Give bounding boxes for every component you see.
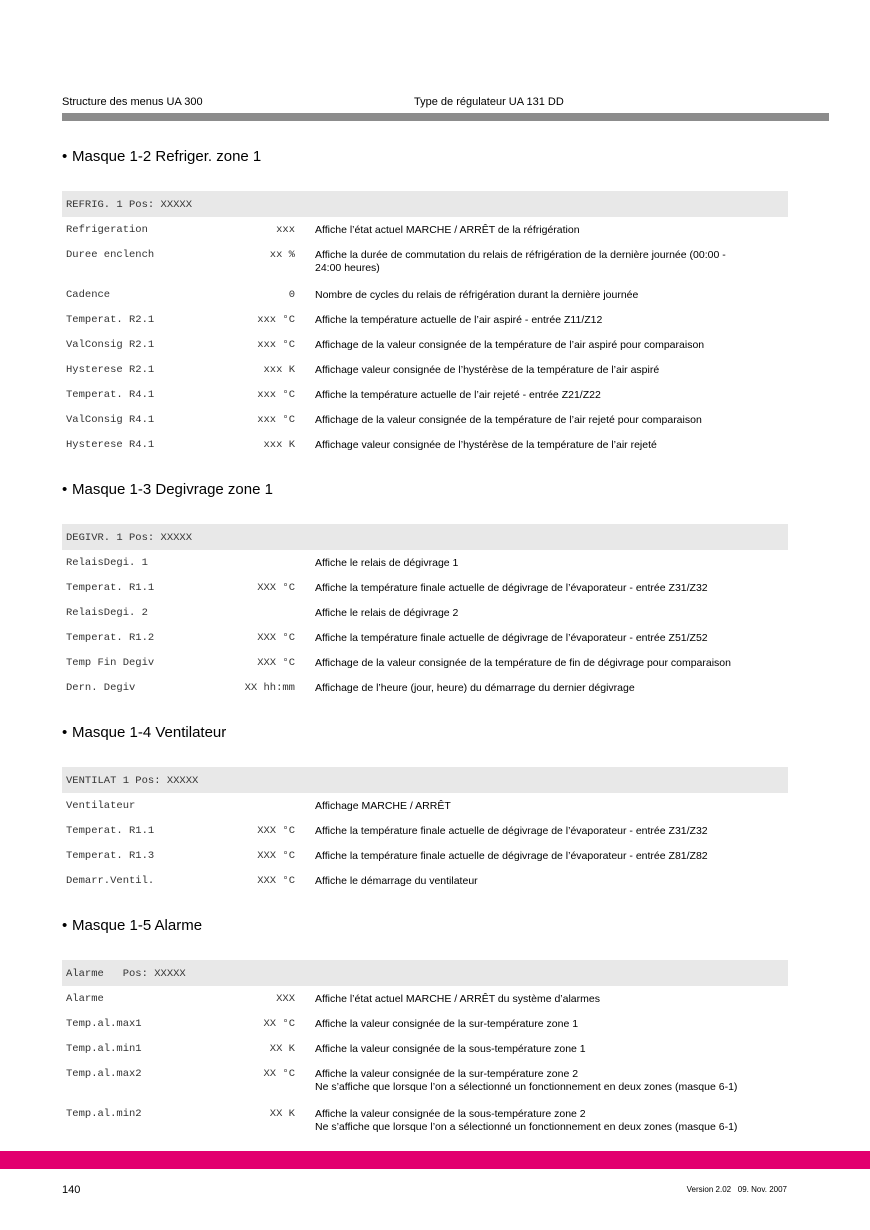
parameter-label: Temp.al.min1: [66, 1043, 142, 1055]
parameter-description: [315, 557, 785, 570]
section-title: [62, 724, 226, 741]
parameter-label: Temp.al.max2: [66, 1068, 142, 1080]
parameter-value: xxx K: [263, 364, 295, 376]
description-line: Affichage de la valeur consignée de la température de l’air rejeté pour comparaison: [315, 414, 702, 426]
parameter-label: ValConsig R4.1: [66, 414, 155, 426]
description-line: Affiche la valeur consignée de la sous-température zone 2: [315, 1108, 586, 1120]
bullet-icon: •: [62, 148, 68, 165]
parameter-description: [315, 314, 785, 327]
section-title: [62, 917, 202, 934]
page-number: 140: [62, 1184, 81, 1196]
parameter-value: xxx °C: [257, 389, 295, 401]
parameter-label: Temperat. R2.1: [66, 314, 155, 326]
parameter-description: [315, 875, 785, 888]
parameter-label: Cadence: [66, 289, 111, 301]
parameter-description: [315, 582, 785, 595]
parameter-value: 0: [288, 289, 295, 301]
parameter-value: xxx: [276, 224, 295, 236]
parameter-label: Dern. Degiv: [66, 682, 136, 694]
parameter-description: [315, 993, 785, 1006]
parameter-description: [315, 607, 785, 620]
display-table: [62, 960, 788, 1133]
header-divider: [62, 113, 829, 121]
header-document-title: Structure des menus UA 300: [62, 96, 203, 108]
parameter-value: XXX °C: [257, 825, 295, 837]
parameter-value: xxx °C: [257, 314, 295, 326]
description-line: Affichage valeur consignée de l’hystérèse de la température de l’air rejeté: [315, 439, 657, 451]
parameter-label: Temperat. R1.3: [66, 850, 155, 862]
section-title: [62, 481, 273, 498]
description-line: Affichage de la valeur consignée de la température de l’air aspiré pour comparaison: [315, 339, 705, 351]
header-regulator-type: Type de régulateur UA 131 DD: [414, 96, 564, 108]
section-title-text: Masque 1-5 Alarme: [72, 917, 203, 934]
parameter-label: RelaisDegi. 1: [66, 557, 148, 569]
parameter-description: [315, 439, 785, 452]
parameter-label: Temperat. R1.2: [66, 632, 155, 644]
section-title-text: Masque 1-3 Degivrage zone 1: [72, 481, 273, 498]
parameter-value: XXX °C: [257, 632, 295, 644]
parameter-value: XXX °C: [257, 657, 295, 669]
parameter-value: XXX °C: [257, 582, 295, 594]
parameter-value: XX °C: [263, 1018, 295, 1030]
parameter-description: [315, 1018, 785, 1031]
parameter-value: XXX: [276, 993, 295, 1005]
display-table: [62, 767, 788, 887]
parameter-label: ValConsig R2.1: [66, 339, 155, 351]
parameter-description: [315, 850, 785, 863]
parameter-description: [315, 1043, 785, 1056]
description-line: Nombre de cycles du relais de réfrigération durant la dernière journée: [315, 289, 639, 301]
bullet-icon: •: [62, 481, 68, 498]
parameter-description: [315, 414, 785, 427]
description-line: Affiche la température finale actuelle de dégivrage de l’évaporateur - entrée Z51/Z52: [315, 632, 708, 644]
parameter-description: [315, 364, 785, 377]
description-line: Affiche la température actuelle de l’air rejeté - entrée Z21/Z22: [315, 389, 601, 401]
parameter-value: XXX °C: [257, 850, 295, 862]
description-line: Affiche la valeur consignée de la sous-température zone 1: [315, 1043, 586, 1055]
description-line: Affichage MARCHE / ARRÊT: [315, 800, 451, 812]
description-line: Affiche l’état actuel MARCHE / ARRÊT de la réfrigération: [315, 224, 580, 236]
parameter-description: [315, 800, 785, 813]
description-line: Affiche le relais de dégivrage 1: [315, 557, 459, 569]
section-title-text: Masque 1-4 Ventilateur: [72, 724, 227, 741]
parameter-label: Temperat. R1.1: [66, 825, 155, 837]
section-title-text: Masque 1-2 Refriger. zone 1: [72, 148, 262, 165]
parameter-description: [315, 339, 785, 352]
description-line: Affichage de l’heure (jour, heure) du démarrage du dernier dégivrage: [315, 682, 635, 694]
display-table: [62, 191, 788, 451]
footer-accent-bar: [0, 1151, 870, 1169]
parameter-value: XX °C: [263, 1068, 295, 1080]
parameter-label: Temperat. R4.1: [66, 389, 155, 401]
description-line: Affiche la température actuelle de l’air aspiré - entrée Z11/Z12: [315, 314, 603, 326]
description-line: Affiche la valeur consignée de la sur-température zone 1: [315, 1018, 579, 1030]
parameter-value: xx %: [269, 249, 295, 261]
parameter-label: Refrigeration: [66, 224, 148, 236]
parameter-label: Hysterese R2.1: [66, 364, 155, 376]
table-header: DEGIVR. 1 Pos: XXXXX: [62, 524, 788, 550]
bullet-icon: •: [62, 917, 68, 934]
parameter-description: [315, 224, 785, 237]
parameter-label: Temp Fin Degiv: [66, 657, 155, 669]
description-line: 24:00 heures): [315, 262, 380, 274]
parameter-description: [315, 289, 785, 302]
parameter-value: XXX °C: [257, 875, 295, 887]
parameter-description: [315, 1068, 785, 1094]
parameter-value: xxx °C: [257, 339, 295, 351]
parameter-label: RelaisDegi. 2: [66, 607, 148, 619]
parameter-description: [315, 1108, 785, 1134]
description-line: Affiche la valeur consignée de la sur-température zone 2: [315, 1068, 579, 1080]
table-header: Alarme Pos: XXXXX: [62, 960, 788, 986]
description-line: Affichage valeur consignée de l’hystérèse de la température de l’air aspiré: [315, 364, 660, 376]
parameter-label: Temperat. R1.1: [66, 582, 155, 594]
description-line: Affiche l’état actuel MARCHE / ARRÊT du système d’alarmes: [315, 993, 600, 1005]
parameter-value: XX K: [269, 1043, 295, 1055]
description-line: Affiche la température finale actuelle de dégivrage de l’évaporateur - entrée Z31/Z32: [315, 582, 708, 594]
parameter-description: [315, 389, 785, 402]
bullet-icon: •: [62, 724, 68, 741]
parameter-description: [315, 632, 785, 645]
description-line: Affiche le relais de dégivrage 2: [315, 607, 459, 619]
parameter-description: [315, 825, 785, 838]
table-header: VENTILAT 1 Pos: XXXXX: [62, 767, 788, 793]
parameter-value: xxx °C: [257, 414, 295, 426]
description-line: Affiche le démarrage du ventilateur: [315, 875, 478, 887]
description-line: Affichage de la valeur consignée de la température de fin de dégivrage pour comparaison: [315, 657, 731, 669]
parameter-label: Temp.al.min2: [66, 1108, 142, 1120]
parameter-label: Demarr.Ventil.: [66, 875, 155, 887]
table-header: REFRIG. 1 Pos: XXXXX: [62, 191, 788, 217]
parameter-value: XX K: [269, 1108, 295, 1120]
section-title: [62, 148, 261, 165]
parameter-label: Temp.al.max1: [66, 1018, 142, 1030]
parameter-description: [315, 657, 785, 670]
description-line: Affiche la température finale actuelle de dégivrage de l’évaporateur - entrée Z81/Z82: [315, 850, 708, 862]
parameter-label: Alarme: [66, 993, 104, 1005]
description-line: Affiche la durée de commutation du relais de réfrigération de la dernière journée (00:00 -: [315, 249, 726, 261]
display-table: [62, 524, 788, 694]
parameter-value: XX hh:mm: [244, 682, 295, 694]
description-line: Ne s’affiche que lorsque l’on a sélectionné un fonctionnement en deux zones (masque 6-1): [315, 1121, 738, 1133]
parameter-value: xxx K: [263, 439, 295, 451]
parameter-description: [315, 249, 785, 275]
parameter-label: Hysterese R4.1: [66, 439, 155, 451]
parameter-label: Ventilateur: [66, 800, 136, 812]
parameter-description: [315, 682, 785, 695]
description-line: Ne s’affiche que lorsque l’on a sélectionné un fonctionnement en deux zones (masque 6-1): [315, 1081, 738, 1093]
version-info: Version 2.02 09. Nov. 2007: [686, 1185, 787, 1194]
parameter-label: Duree enclench: [66, 249, 155, 261]
description-line: Affiche la température finale actuelle de dégivrage de l’évaporateur - entrée Z31/Z32: [315, 825, 708, 837]
